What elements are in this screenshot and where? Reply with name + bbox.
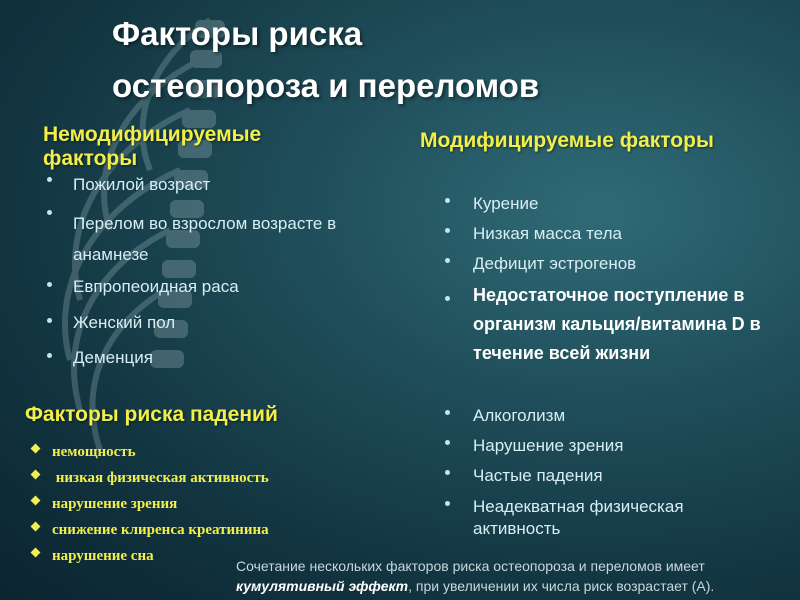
- bullet-dot-icon: [47, 318, 52, 323]
- list-item: Пожилой возраст: [47, 170, 397, 200]
- title-line-1: Факторы риска: [112, 15, 363, 52]
- non-modifiable-heading: Немодифицируемые факторы: [43, 123, 262, 170]
- diamond-bullet-icon: [31, 548, 41, 558]
- list-item: нарушение зрения: [32, 492, 412, 518]
- footnote-line-2: [236, 576, 796, 596]
- list-item: Курение: [445, 190, 795, 220]
- bullet-dot-icon: [445, 501, 450, 506]
- diamond-bullet-icon: [31, 522, 41, 532]
- list-item: Частые падения: [445, 462, 795, 492]
- bullet-dot-icon: [445, 440, 450, 445]
- list-item: низкая физическая активность: [32, 466, 412, 492]
- diamond-bullet-icon: [31, 496, 41, 506]
- list-item: Женский пол: [47, 308, 397, 343]
- bullet-dot-icon: [445, 470, 450, 475]
- slide-title: [112, 8, 672, 112]
- non-modifiable-list: [47, 170, 397, 378]
- bullet-dot-icon: [445, 410, 450, 415]
- list-item: Низкая масса тела: [445, 220, 795, 250]
- list-item: немощность: [32, 440, 412, 466]
- bullet-dot-icon: [445, 258, 450, 263]
- list-item: Неадекватная физическая активность: [445, 492, 795, 542]
- falls-risk-list: [32, 440, 412, 570]
- list-item: нарушение сна: [32, 544, 412, 570]
- list-item: Евпропеоидная раса: [47, 272, 397, 308]
- list-item: Деменция: [47, 343, 397, 378]
- footnote-emphasis: кумулятивный эффект: [236, 578, 409, 594]
- list-item: Алкоголизм: [445, 402, 795, 432]
- list-item: снижение клиренса креатинина: [32, 518, 412, 544]
- footnote: [236, 556, 796, 596]
- footnote-line-1: Сочетание нескольких факторов риска остеопороза и переломов имеет: [236, 558, 705, 574]
- list-item: Нарушение зрения: [445, 432, 795, 462]
- diamond-bullet-icon: [31, 444, 41, 454]
- list-item: Перелом во взрослом возрасте в анамнезе: [47, 200, 397, 272]
- modifiable-list: [445, 190, 795, 542]
- falls-risk-heading: Факторы риска падений: [25, 403, 278, 426]
- bullet-dot-icon: [47, 353, 52, 358]
- bullet-dot-icon: [47, 282, 52, 287]
- list-item: Недостаточное поступление в организм кальция/витамина D в течение всей жизни: [445, 280, 795, 402]
- title-line-2: остеопороза и переломов: [112, 67, 540, 104]
- bullet-dot-icon: [445, 228, 450, 233]
- bullet-dot-icon: [47, 210, 52, 215]
- bullet-dot-icon: [47, 177, 52, 182]
- bullet-dot-icon: [445, 198, 450, 203]
- diamond-bullet-icon: [31, 470, 41, 480]
- modifiable-heading: Модифицируемые факторы: [420, 129, 714, 152]
- list-item: Дефицит эстрогенов: [445, 250, 795, 280]
- footnote-line-2-rest: , при увеличении их числа риск возрастает (A).: [408, 578, 715, 594]
- bullet-dot-icon: [445, 296, 450, 301]
